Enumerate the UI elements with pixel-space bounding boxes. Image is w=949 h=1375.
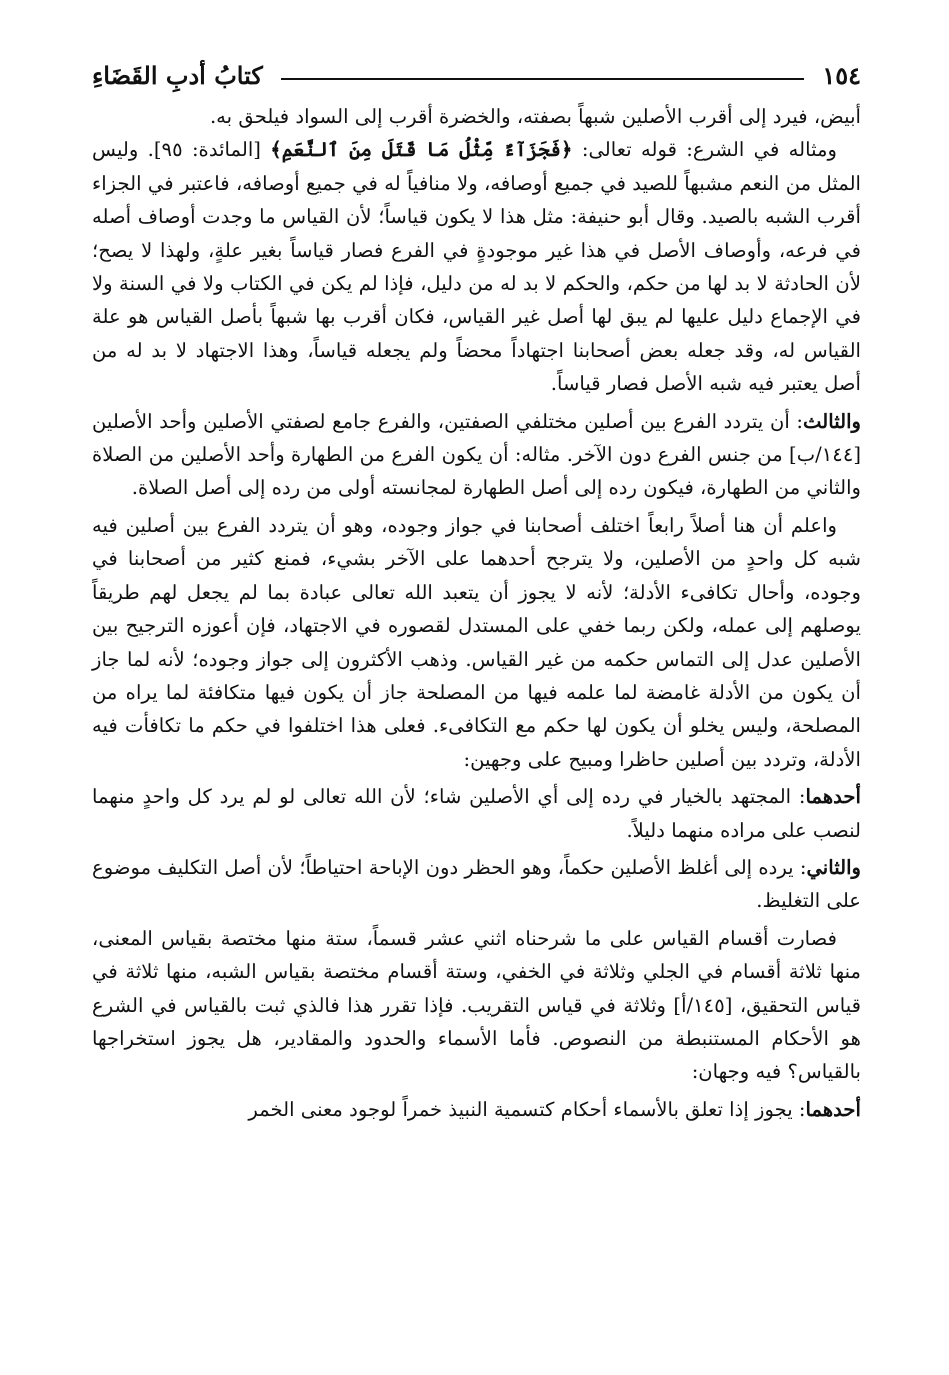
page-header [92,52,861,98]
paragraph [92,133,861,400]
text-segment: : المجتهد بالخيار في رده إلى أي الأصلين شاء؛ لأن الله تعالى لو لم يرد كل واحدٍ منهما لنصب على مراده منهما دليلاً. [92,785,861,842]
page-body [92,100,861,1126]
text-segment: : يجوز إذا تعلق بالأسماء أحكام كتسمية النبيذ خمراً لوجود معنى الخمر [248,1097,806,1121]
text-segment: : يرده إلى أغلظ الأصلين حكماً، وهو الحظر دون الإباحة احتياطاً؛ لأن أصل التكليف موضوع على التغليظ. [92,855,861,913]
header-divider [281,78,805,80]
text-segment: : أن يتردد الفرع بين أصلين مختلفي الصفتين، والفرع جامع لصفتي الأصلين وأحد الأصلين [١٤٤/ب] من جنس الفرع دون الآخر. مثاله: أن يكون الفرع من الطهارة وأحد الأصلين من الصلاة والثاني من الطهارة، فيكون رده إلى أصل الطهارة لمجانسته أولى من رده إلى أصل الصلاة. [92,409,861,500]
text-segment: [المائدة: ٩٥]. وليس المثل من النعم مشبهاً للصيد في جميع أوصافه، ولا منافياً له في جميع أوصافه، فاعتبر في الجزاء أقرب الشبه بالصيد. وقال أبو حنيفة: مثل هذا لا يكون قياساً؛ لأن القياس ما وجدت أوصاف أصله في فرعه، وأوصاف الأصل في هذا غير موجودةٍ في الفرع فصار قياساً بغير علةٍ، ولهذا لا يصح؛ لأن الحادثة لا بد لها من حكم، والحكم لا بد له من دليل، فإذا لم يكن في الكتاب ولا في السنة ولا في الإجماع دليل عليها لم يبق لها أصل غير القياس، فكان أقرب بها شبهاً بأصل القياس هو علة القياس له، وقد جعله بعض أصحابنا اجتهاداً محضاً ولم يجعله قياساً، وهذا الاجتهاد لا بد له من أصل يعتبر فيه شبه الأصل فصار قياساً. [92,138,861,396]
paragraph [92,405,861,505]
section-term: أحدهما [805,785,861,809]
text-segment: ومثاله في الشرع: قوله تعالى: [572,138,837,162]
paragraph: فصارت أقسام القياس على ما شرحناه اثني عشر قسماً، ستة منها مختصة بقياس المعنى، منها ثلاثة أقسام في الجلي وثلاثة في الخفي، وستة أقسام مختصة بقياس الشبه، منها ثلاثة في قياس التحقيق، [١٤٥/أ] وثلاثة في قياس التقريب. فإذا تقرر هذا فالذي ثبت بالقياس في الشرع هو الأحكام المستنبطة من النصوص. فأما الأسماء والحدود والمقادير، هل يجوز استخراجها بالقياس؟ فيه وجهان: [92,926,862,1084]
paragraph: واعلم أن هنا أصلاً رابعاً اختلف أصحابنا في جواز وجوده، وهو أن يتردد الفرع بين أصلين فيه شبه كل واحدٍ من الأصلين، ولا يترجح أحدهما على الآخر بشيء، فمنع كثير من أصحابنا في وجوده، وأحال تكافىء الأدلة؛ لأنه لا يجوز أن يتعبد الله تعالى عبادة بما لم يجعل لهم طريقاً يوصلهم إلى عمله، ولكن ربما خفي على المستدل لقصوره في الاجتهاد، فإن أعوزه الترجيح بين الأصلين عدل إلى التماس حكمه من غير القياس. وذهب الأكثرون إلى جواز وجوده؛ لأنه لما جاز أن يكون من الأدلة غامضة لما علمه فيها من المصلحة جاز أن يكون فيها متكافئة لما يراه من المصلحة، وليس يخلو أن يكون لها حكم مع التكافىء. فعلى هذا اختلفوا في حكم ما تكافأت فيه الأدلة، وتردد بين أصلين حاظرا ومبيح على وجهين: [92,513,861,771]
paragraph [92,780,861,847]
quran-verse: ﴿فَجَزَآءٌ مِّثْلُ مَا قَتَلَ مِنَ ٱلنَّعَمِ﴾ [270,138,573,162]
section-term: والثالث [803,409,861,433]
paragraph [92,851,861,918]
paragraph [92,1093,861,1126]
running-title: كتابُ أدبِ القَضَاءِ [92,60,263,90]
section-term: والثاني [806,855,861,879]
paragraph: أبيض، فيرد إلى أقرب الأصلين شبهاً بصفته، والخضرة أقرب إلى السواد فيلحق به. [209,105,861,128]
page-number: ١٥٤ [822,60,861,90]
section-term: أحدهما [805,1097,861,1121]
